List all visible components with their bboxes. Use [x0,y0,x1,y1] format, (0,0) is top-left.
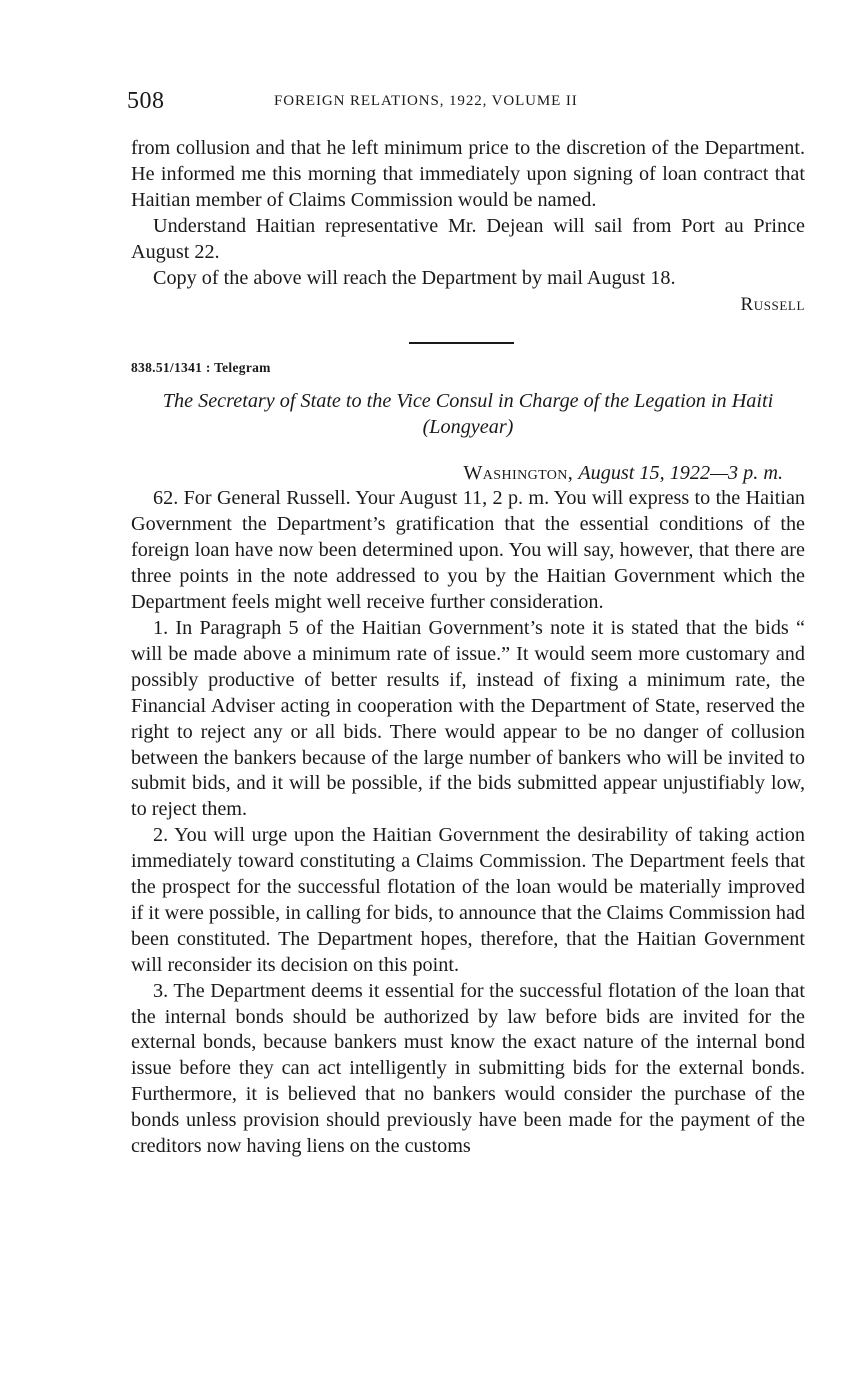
file-reference: 838.51/1341 : Telegram [131,360,271,376]
page-number: 508 [127,88,165,114]
signature: Russell [740,294,805,316]
body-paragraph: 2. You will urge upon the Haitian Government the desirability of taking action immediately toward constituting a Claims Commission. The Department feels that the prospect for the successful flotation of the loan would be materially improved if it were possible, in calling for bids, to announce that the Claims Commission had been constituted. The Department hopes, therefore, that the Haitian Government will reconsider its decision on this point. [131,824,805,976]
continuation-paragraph: from collusion and that he left minimum price to the discretion of the Department. He informed me this morning that immediately upon signing of loan contract that Haitian member of Claims Commission would be named. [131,137,805,211]
section-divider [409,342,514,344]
running-head [127,86,805,118]
continuation-paragraph: Copy of the above will reach the Department by mail August 18. [153,266,676,289]
document-heading: The Secretary of State to the Vice Consul in Charge of the Legation in Haiti (Longyear) [162,390,774,439]
document-page [127,86,805,1160]
running-title: FOREIGN RELATIONS, 1922, VOLUME II [274,93,578,109]
dateline-place: Washington, [463,462,574,485]
continuation-paragraph: Understand Haitian representative Mr. Dejean will sail from Port au Prince August 22. [131,214,805,263]
body-paragraph: 1. In Paragraph 5 of the Haitian Government’s note it is stated that the bids “ will be made above a minimum rate of issue.” It would seem more customary and possibly productive of better results if, instead of fixing a minimum rate, the Financial Adviser acting in cooperation with the Department of State, reserved the right to reject any or all bids. There would appear to be no danger of collusion between the bankers because of the large number of bankers who will be invited to submit bids, and it will be possible, if the bids submitted appear unjustifiably low, to reject them. [131,616,805,821]
body-paragraph: 62. For General Russell. Your August 11, 2 p. m. You will express to the Haitian Government the Department’s gratification that the essential conditions of the foreign loan have now been determined upon. You will say, however, that there are three points in the note addressed to you by the Haitian Government which the Department feels might well receive further consideration. [131,487,805,614]
dateline-date: August 15, 1922—3 p. m. [578,462,783,485]
dateline [131,460,805,486]
body-paragraph: 3. The Department deems it essential for the successful flotation of the loan that the internal bonds should be authorized by law before bids are invited for the external bonds, because bankers must know the exact nature of the internal bond issue before they can act intelligently in submitting bids for the external bonds. Furthermore, it is believed that no bankers would consider the purchase of the bonds unless provision should previously have been made for the payment of the creditors now having liens on the customs [131,979,805,1158]
